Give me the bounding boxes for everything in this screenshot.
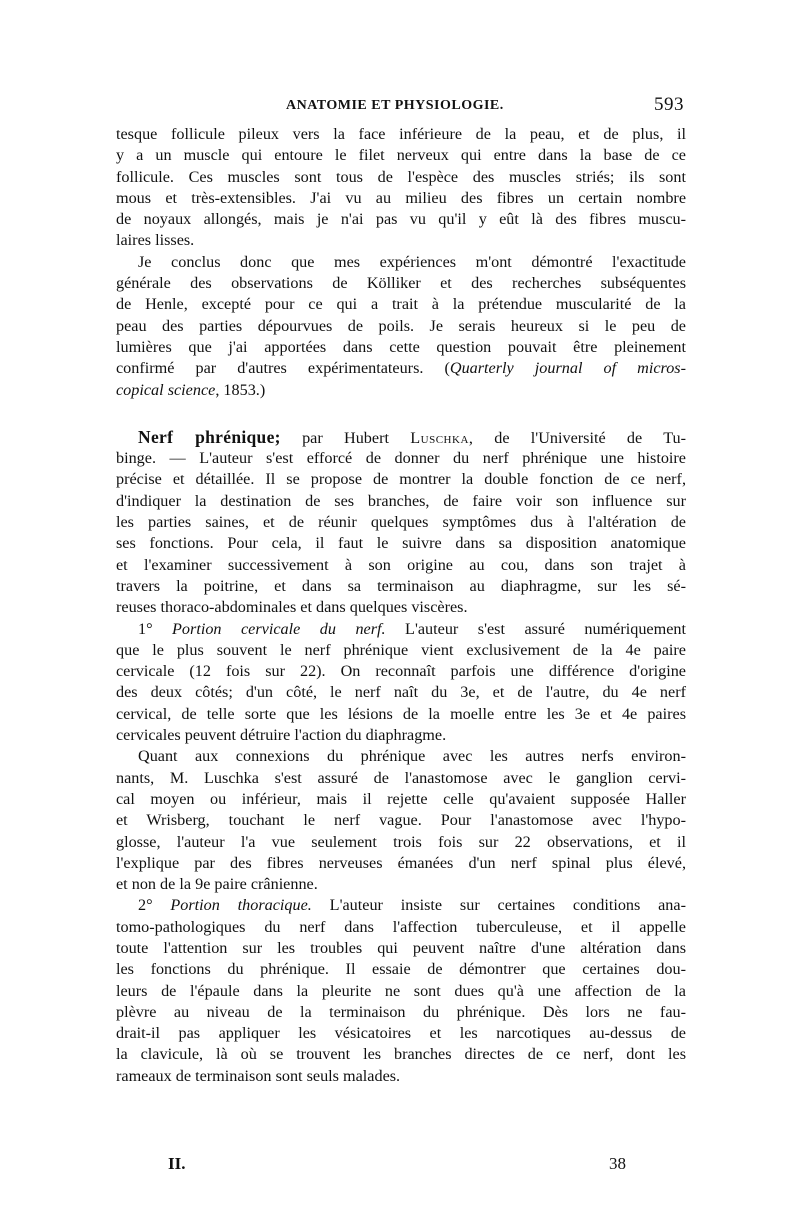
subsection-number: 2°: [138, 896, 171, 915]
text-line: générale des observations de Kölliker et des recherches subséquentes: [116, 274, 686, 293]
section-gap: [116, 401, 686, 427]
text-line: tomo-pathologiques du nerf dans l'affection tuberculeuse, et il appelle: [116, 917, 686, 936]
text-line: la clavicule, là où se trouvent les branches directes de ce nerf, dont les: [116, 1045, 686, 1064]
subsection-number: 1°: [138, 619, 173, 638]
text-line: mous et très-extensibles. J'ai vu au milieu des fibres un certain nombre: [116, 188, 686, 207]
subsection-lead: L'auteur s'est assuré numériquement: [385, 619, 686, 638]
section-heading: Nerf phrénique;: [138, 426, 281, 447]
running-title: ANATOMIE ET PHYSIOLOGIE.: [286, 98, 504, 113]
text-line: cervical, de telle sorte que les lésions de la moelle entre les 3e et 4e paires: [116, 704, 686, 723]
text-line: nants, M. Luschka s'est assuré de l'anastomose avec le ganglion cervi-: [116, 768, 686, 787]
text-line: cervicales peuvent détruire l'action du diaphragme.: [116, 726, 447, 745]
text-line: rameaux de terminaison sont seuls malades.: [116, 1066, 401, 1085]
journal-title: Quarterly journal of micros-: [449, 359, 686, 378]
paragraph-cervical-portion: [116, 619, 686, 747]
page-footer: [116, 1154, 686, 1182]
signature-sheet: 38: [609, 1154, 626, 1173]
text-line: précise et détaillée. Il se propose de montrer la double fonction de ce nerf,: [116, 470, 686, 489]
journal-title-end: copical science: [116, 380, 216, 399]
text-line: travers la poitrine, et dans sa terminaison au diaphragme, sur les sé-: [116, 576, 686, 595]
text-line: Quant aux connexions du phrénique avec les autres nerfs environ-: [138, 747, 686, 766]
text-line: des deux côtés; d'un côté, le nerf naît du 3e, et de l'autre, du 4e nerf: [116, 683, 686, 702]
text-line: reuses thoraco-abdominales et dans quelques viscères.: [116, 598, 468, 617]
author-name: Luschka: [410, 428, 469, 447]
citation-year: , 1853.): [215, 380, 266, 399]
running-header: [116, 94, 686, 124]
text-line: ses fonctions. Pour cela, il faut le suivre dans sa disposition anatomique: [116, 534, 686, 553]
text-line: de Henle, excepté pour ce qui a trait à la prétendue muscularité de la: [116, 295, 686, 314]
citation-text: confirmé par d'autres expérimentateurs. (: [116, 359, 450, 378]
text-line: les fonctions du phrénique. Il essaie de démontrer que certaines dou-: [116, 960, 686, 979]
text-line: Je conclus donc que mes expériences m'ont démontré l'exactitude: [138, 252, 686, 271]
signature-volume: II.: [168, 1154, 186, 1173]
text-line: peau des parties dépourvues de poils. Je serais heureux si le peu de: [116, 316, 686, 335]
text-line: de noyaux allongés, mais je n'ai pas vu qu'il y eût là des fibres muscu-: [116, 210, 686, 229]
text-line: cervicale (12 fois sur 22). On reconnaît parfois une différence d'origine: [116, 662, 686, 681]
text-line: plèvre au niveau de la terminaison du phrénique. Dès lors ne fau-: [116, 1002, 686, 1021]
text-line: leurs de l'épaule dans la pleurite ne sont dues qu'à une affection de la: [116, 981, 686, 1000]
subsection-title: Portion thoracique.: [170, 896, 312, 915]
text-line: les parties saines, et de réunir quelques symptômes dus à l'altération de: [116, 513, 686, 532]
subsection-lead: L'auteur insiste sur certaines conditions ana-: [311, 896, 686, 915]
body-text: [116, 124, 686, 1087]
text-line: laires lisses.: [116, 231, 195, 250]
text-line: binge. — L'auteur s'est efforcé de donner du nerf phrénique une histoire: [116, 449, 686, 468]
subsection-heading-line: [116, 619, 686, 640]
paragraph-connexions: [116, 746, 686, 895]
byline-prefix: par Hubert: [280, 428, 411, 447]
text-line: d'indiquer la destination de ses branches, de faire voir son influence sur: [116, 491, 686, 510]
paragraph-thoracic-portion: [116, 895, 686, 1087]
text-line: que le plus souvent le nerf phrénique vient exclusivement de la 4e paire: [116, 640, 686, 659]
text-line: et Wrisberg, touchant le nerf vague. Pour l'anastomose avec l'hypo-: [116, 811, 686, 830]
text-line-citation: [116, 358, 686, 379]
section-heading-line: [116, 427, 686, 448]
text-line-citation-end: [116, 380, 686, 401]
author-affiliation: , de l'Université de Tu-: [468, 428, 686, 447]
text-line: toute l'attention sur les troubles qui peuvent naître d'une altération dans: [116, 938, 686, 957]
text-line: tesque follicule pileux vers la face inférieure de la peau, et de plus, il: [116, 125, 686, 143]
paragraph-conclusion: [116, 252, 686, 401]
subsection-heading-line: [116, 895, 686, 916]
page-number: 593: [654, 94, 684, 115]
text-line: drait-il pas appliquer les vésicatoires et les narcotiques au-dessus de: [116, 1024, 686, 1043]
text-line: y a un muscle qui entoure le filet nerveux qui entre dans la base de ce: [116, 146, 686, 165]
text-line: cal moyen ou inférieur, mais il rejette celle qu'avaient supposée Haller: [116, 789, 686, 808]
text-line: l'explique par des fibres nerveuses émanées d'un nerf spinal plus élevé,: [116, 853, 686, 872]
section-nerf-phrenique: [116, 427, 686, 619]
text-line: follicule. Ces muscles sont tous de l'espèce des muscles striés; ils sont: [116, 167, 686, 186]
text-line: et non de la 9e paire crânienne.: [116, 875, 318, 894]
text-line: lumières que j'ai apportées dans cette question pouvait être pleinement: [116, 337, 686, 356]
text-line: glosse, l'auteur l'a vue seulement trois fois sur 22 observations, et il: [116, 832, 686, 851]
paragraph-follicle-muscles: [116, 124, 686, 252]
subsection-title: Portion cervicale du nerf.: [172, 619, 386, 638]
text-line: et l'examiner successivement à son origine au cou, dans son trajet à: [116, 555, 686, 574]
book-page: [116, 94, 686, 1087]
